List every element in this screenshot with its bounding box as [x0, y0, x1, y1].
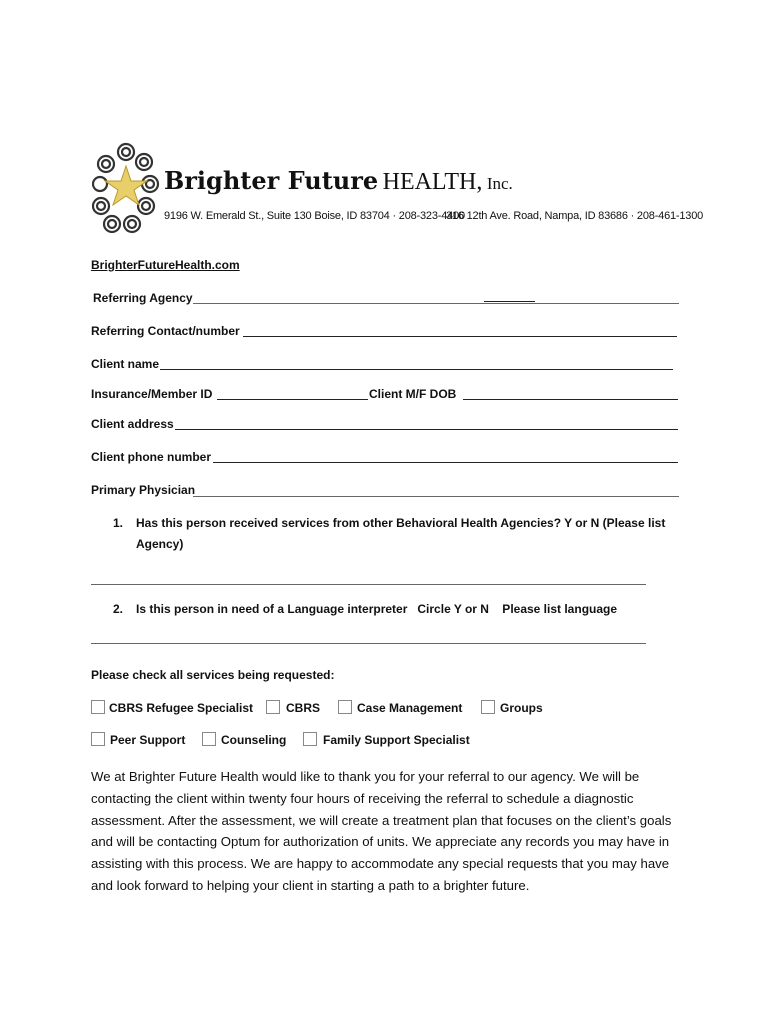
brand-name: Brighter Future — [164, 166, 379, 195]
label-counseling: Counseling — [221, 733, 287, 747]
website-link[interactable]: BrighterFutureHealth.com — [91, 258, 240, 272]
checkbox-counseling[interactable] — [202, 732, 216, 746]
referring-agency-field[interactable] — [193, 303, 679, 304]
question-2-number: 2. — [113, 602, 124, 616]
checkbox-groups[interactable] — [481, 700, 495, 714]
referring-contact-label: Referring Contact/number — [91, 324, 240, 338]
company-name — [164, 166, 513, 196]
question-1-answer-field[interactable] — [91, 584, 646, 585]
insurance-id-label: Insurance/Member ID — [91, 387, 213, 401]
checkbox-cbrs-refugee[interactable] — [91, 700, 105, 714]
client-phone-field[interactable] — [213, 462, 678, 463]
checkbox-family-support[interactable] — [303, 732, 317, 746]
primary-physician-field[interactable] — [193, 496, 679, 497]
checkbox-peer-support[interactable] — [91, 732, 105, 746]
primary-physician-label: Primary Physician — [91, 483, 196, 497]
address-nampa: 316 12th Ave. Road, Nampa, ID 83686 · 208-461-1300 — [446, 210, 704, 222]
closing-paragraph: We at Brighter Future Health would like to thank you for your referral to our agency. We will be contacting the client within twenty four hours of receiving the referral to schedule a diagnostic assessment. After the assessment, we will create a treatment plan that focuses on the client’s goals and will be contacting Optum for authorization of units. We appreciate any records you may have in assisting with this process. We are happy to accommodate any special requests that you may have and look forward to helping your client in starting a path to a brighter future. — [91, 769, 672, 893]
client-address-label: Client address — [91, 417, 174, 431]
insurance-id-field[interactable] — [217, 399, 368, 400]
label-cbrs: CBRS — [286, 701, 321, 715]
client-name-label: Client name — [91, 357, 160, 371]
brand-inc: Inc. — [486, 174, 513, 193]
question-1-text: Has this person received services from other Behavioral Health Agencies? Y or N (Please list — [136, 516, 666, 530]
question-1-number: 1. — [113, 516, 124, 530]
label-family-support: Family Support Specialist — [323, 733, 470, 747]
client-address-field[interactable] — [175, 429, 678, 430]
checkbox-case-management[interactable] — [338, 700, 352, 714]
company-logo — [92, 140, 160, 240]
label-peer-support: Peer Support — [110, 733, 186, 747]
client-phone-label: Client phone number — [91, 450, 211, 464]
services-heading: Please check all services being requested: — [91, 668, 335, 682]
referring-agency-short-rule — [484, 301, 535, 302]
address-boise: 9196 W. Emerald St., Suite 130 Boise, ID 83704 · 208-323-4400 — [164, 210, 465, 222]
client-name-field[interactable] — [160, 369, 673, 370]
client-dob-label: Client M/F DOB — [369, 387, 457, 401]
question-2-answer-field[interactable] — [91, 643, 646, 644]
referring-agency-label: Referring Agency — [93, 291, 193, 305]
logo-emblem — [92, 140, 160, 240]
client-dob-field[interactable] — [463, 399, 678, 400]
label-case-management: Case Management — [357, 701, 463, 715]
label-groups: Groups — [500, 701, 543, 715]
brand-health: HEALTH, — [382, 169, 483, 195]
checkbox-cbrs[interactable] — [266, 700, 280, 714]
referring-contact-field[interactable] — [243, 336, 677, 337]
question-2-text: Is this person in need of a Language interpreter Circle Y or N Please list language — [136, 602, 618, 616]
question-1-text-cont: Agency) — [136, 537, 184, 551]
label-cbrs-refugee: CBRS Refugee Specialist — [109, 701, 254, 715]
